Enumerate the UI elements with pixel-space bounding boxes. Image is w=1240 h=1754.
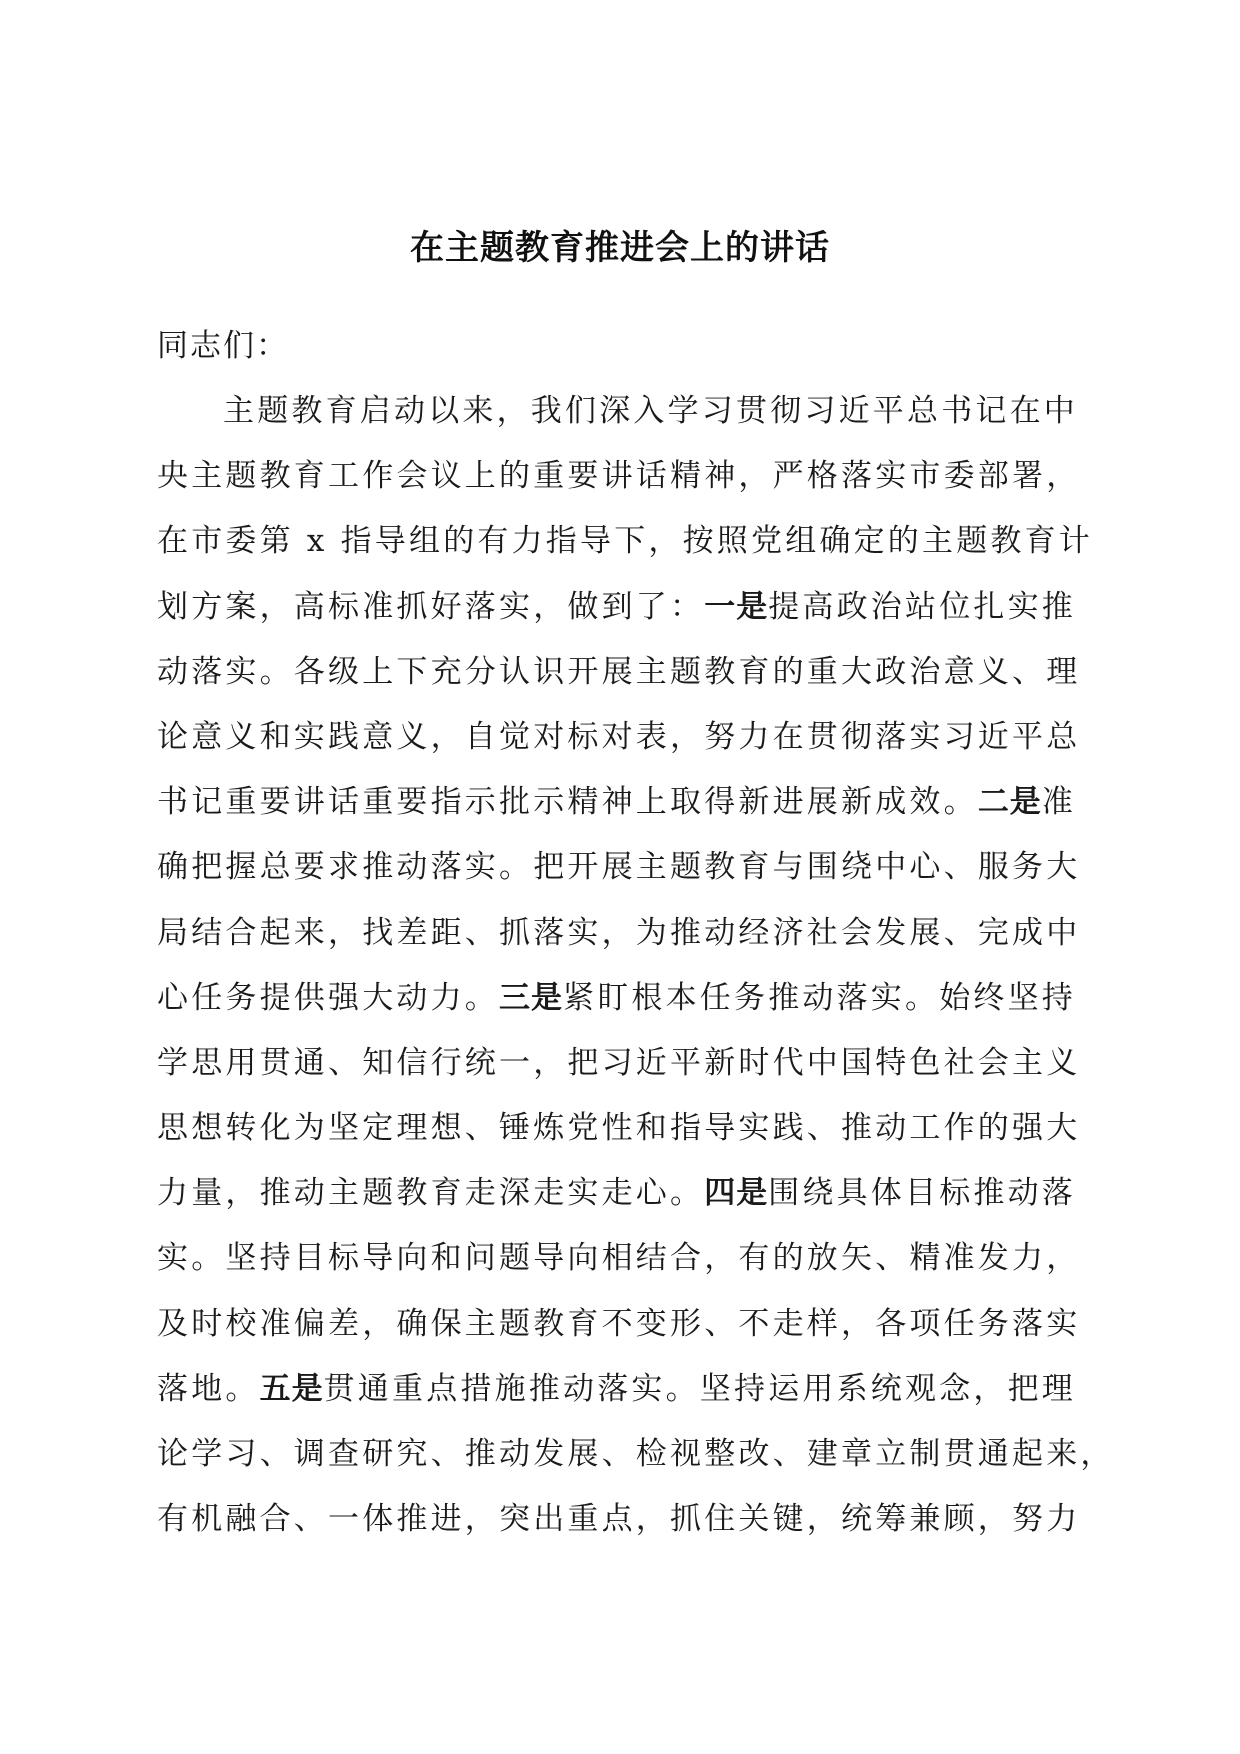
line-text: 在市委第 x 指导组的有力指导下，按照党组确定的主题教育计: [157, 523, 1093, 560]
line-text: 有机融合、一体推进，突出重点，抓住关键，统筹兼顾，努力: [157, 1501, 1081, 1538]
line-text: 贯通重点措施推动落实。坚持运用系统观念，把理: [323, 1370, 1077, 1407]
body-line: [157, 776, 1087, 841]
line-text: 书记重要讲话重要指示批示精神上取得新进展新成效。: [157, 784, 978, 821]
ordinal-emphasis: 三是: [499, 979, 563, 1016]
line-text: 论学习、调查研究、推动发展、检视整改、建章立制贯通起来，: [157, 1436, 1115, 1472]
line-text: 落地。: [157, 1370, 260, 1407]
body-text: [157, 385, 1115, 1558]
line-text: 动落实。各级上下充分认识开展主题教育的重大政治意义、理: [157, 653, 1081, 690]
line-text: 提高政治站位扎实推: [768, 588, 1077, 625]
line-text: 心任务提供强大动力。: [157, 979, 499, 1016]
body-line: [157, 646, 1087, 711]
line-text: 围绕具体目标推动落: [768, 1175, 1077, 1212]
body-line: [157, 450, 1087, 515]
line-text: 准: [1041, 784, 1077, 821]
body-line: [157, 1037, 1087, 1102]
body-line: [157, 1363, 1087, 1428]
body-line: [157, 972, 1087, 1037]
body-line: [157, 385, 1087, 450]
body-line: [157, 711, 1087, 776]
line-text: 确把握总要求推动落实。把开展主题教育与围绕中心、服务大: [157, 849, 1081, 886]
body-line: [157, 841, 1087, 906]
ordinal-emphasis: 四是: [704, 1175, 769, 1212]
body-line: [157, 1493, 1087, 1558]
line-text: 论意义和实践意义，自觉对标对表，努力在贯彻落实习近平总: [157, 718, 1081, 755]
body-line: [157, 907, 1087, 972]
ordinal-emphasis: 一是: [704, 588, 769, 625]
line-text: 实。坚持目标导向和问题导向相结合，有的放矢、精准发力，: [157, 1240, 1081, 1277]
line-text: 及时校准偏差，确保主题教育不变形、不走样，各项任务落实: [157, 1305, 1081, 1342]
body-line: [157, 515, 1093, 580]
body-line: [157, 1102, 1087, 1167]
line-text: 划方案，高标准抓好落实，做到了：: [157, 588, 705, 625]
line-text: 学思用贯通、知信行统一，把习近平新时代中国特色社会主义: [157, 1044, 1081, 1081]
line-text: 思想转化为坚定理想、锤炼党性和指导实践、推动工作的强大: [157, 1110, 1081, 1147]
body-line: [157, 1167, 1087, 1232]
line-text: 力量，推动主题教育走深走实走心。: [157, 1175, 705, 1212]
body-line: [157, 1232, 1087, 1297]
line-text: 央主题教育工作会议上的重要讲话精神，严格落实市委部署，: [157, 458, 1081, 495]
document-title: 在主题教育推进会上的讲话: [410, 228, 830, 268]
body-line: [157, 1428, 1115, 1493]
body-line: [157, 581, 1087, 646]
line-text: 局结合起来，找差距、抓落实，为推动经济社会发展、完成中: [157, 914, 1081, 951]
ordinal-emphasis: 五是: [259, 1370, 324, 1407]
line-text: 主题教育启动以来，我们深入学习贯彻习近平总书记在中: [223, 393, 1078, 429]
salutation: 同志们：: [157, 328, 289, 364]
body-line: [157, 1298, 1087, 1363]
line-text: 紧盯根本任务推动落实。始终坚持: [563, 979, 1076, 1016]
ordinal-emphasis: 二是: [977, 784, 1042, 821]
